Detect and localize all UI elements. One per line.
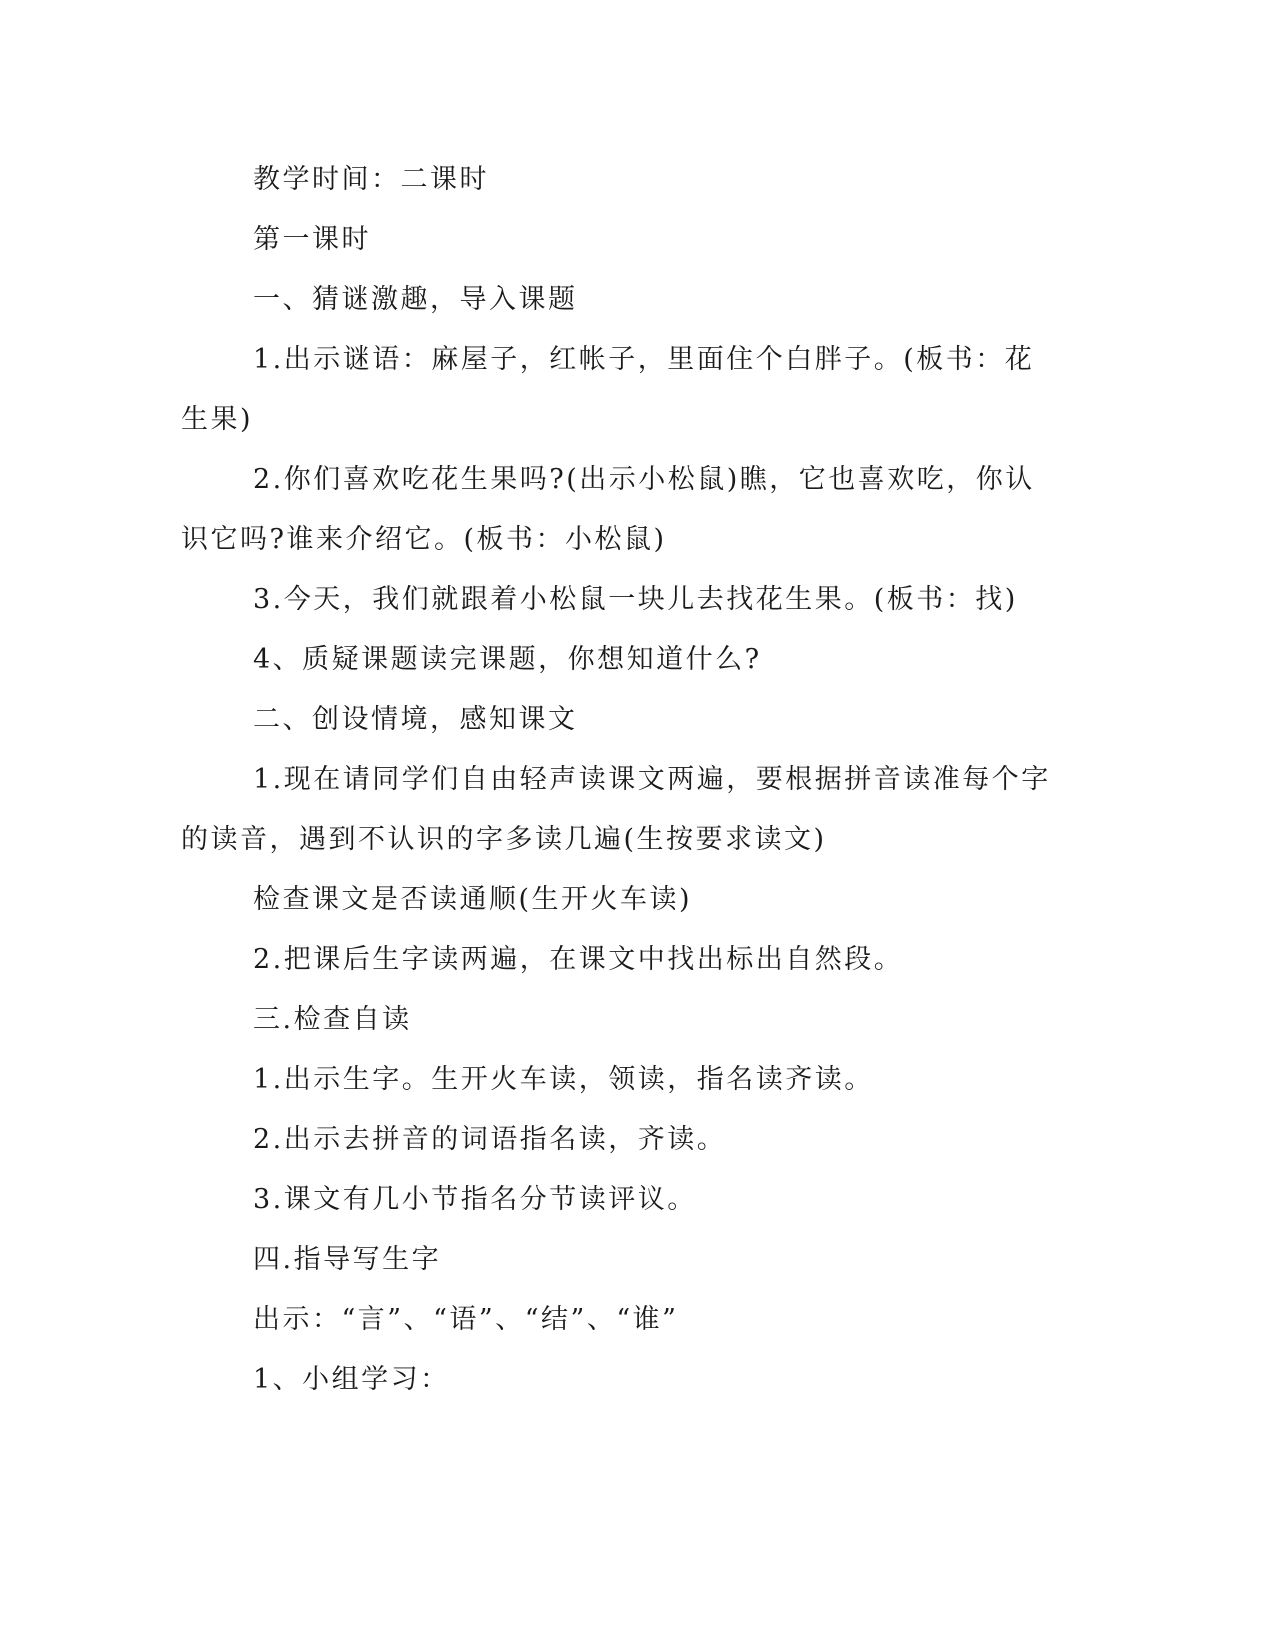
paragraph: 4、质疑课题读完课题，你想知道什么? — [253, 644, 762, 675]
first-lesson-heading: 第一课时 — [253, 224, 371, 255]
paragraph: 3.今天，我们就跟着小松鼠一块儿去找花生果。(板书：找) — [253, 584, 1018, 615]
document-body — [181, 150, 1061, 1410]
paragraph: 2.出示去拼音的词语指名读，齐读。 — [253, 1124, 727, 1155]
paragraph: 1.出示谜语：麻屋子，红帐子，里面住个白胖子。(板书：花生果) — [181, 344, 1035, 435]
paragraph: 检查课文是否读通顺(生开火车读) — [253, 884, 693, 915]
teaching-time-line: 教学时间：二课时 — [253, 164, 489, 195]
paragraph: 1.出示生字。生开火车读，领读，指名读齐读。 — [253, 1064, 874, 1095]
paragraph: 3.课文有几小节指名分节读评议。 — [253, 1184, 697, 1215]
paragraph: 1、小组学习： — [253, 1364, 450, 1395]
paragraph: 2.你们喜欢吃花生果吗?(出示小松鼠)瞧，它也喜欢吃，你认识它吗?谁来介绍它。(板书：小松鼠) — [181, 464, 1035, 555]
section-heading-2: 二、创设情境，感知课文 — [253, 704, 578, 735]
paragraph: 1.现在请同学们自由轻声读课文两遍，要根据拼音读准每个字的读音，遇到不认识的字多读几遍(生按要求读文) — [181, 764, 1051, 855]
section-heading-3: 三.检查自读 — [253, 1004, 412, 1035]
section-heading-1: 一、猜谜激趣，导入课题 — [253, 284, 578, 315]
paragraph: 出示：“言”、“语”、“结”、“谁” — [253, 1304, 679, 1335]
section-heading-4: 四.指导写生字 — [253, 1244, 442, 1275]
paragraph: 2.把课后生字读两遍，在课文中找出标出自然段。 — [253, 944, 904, 975]
